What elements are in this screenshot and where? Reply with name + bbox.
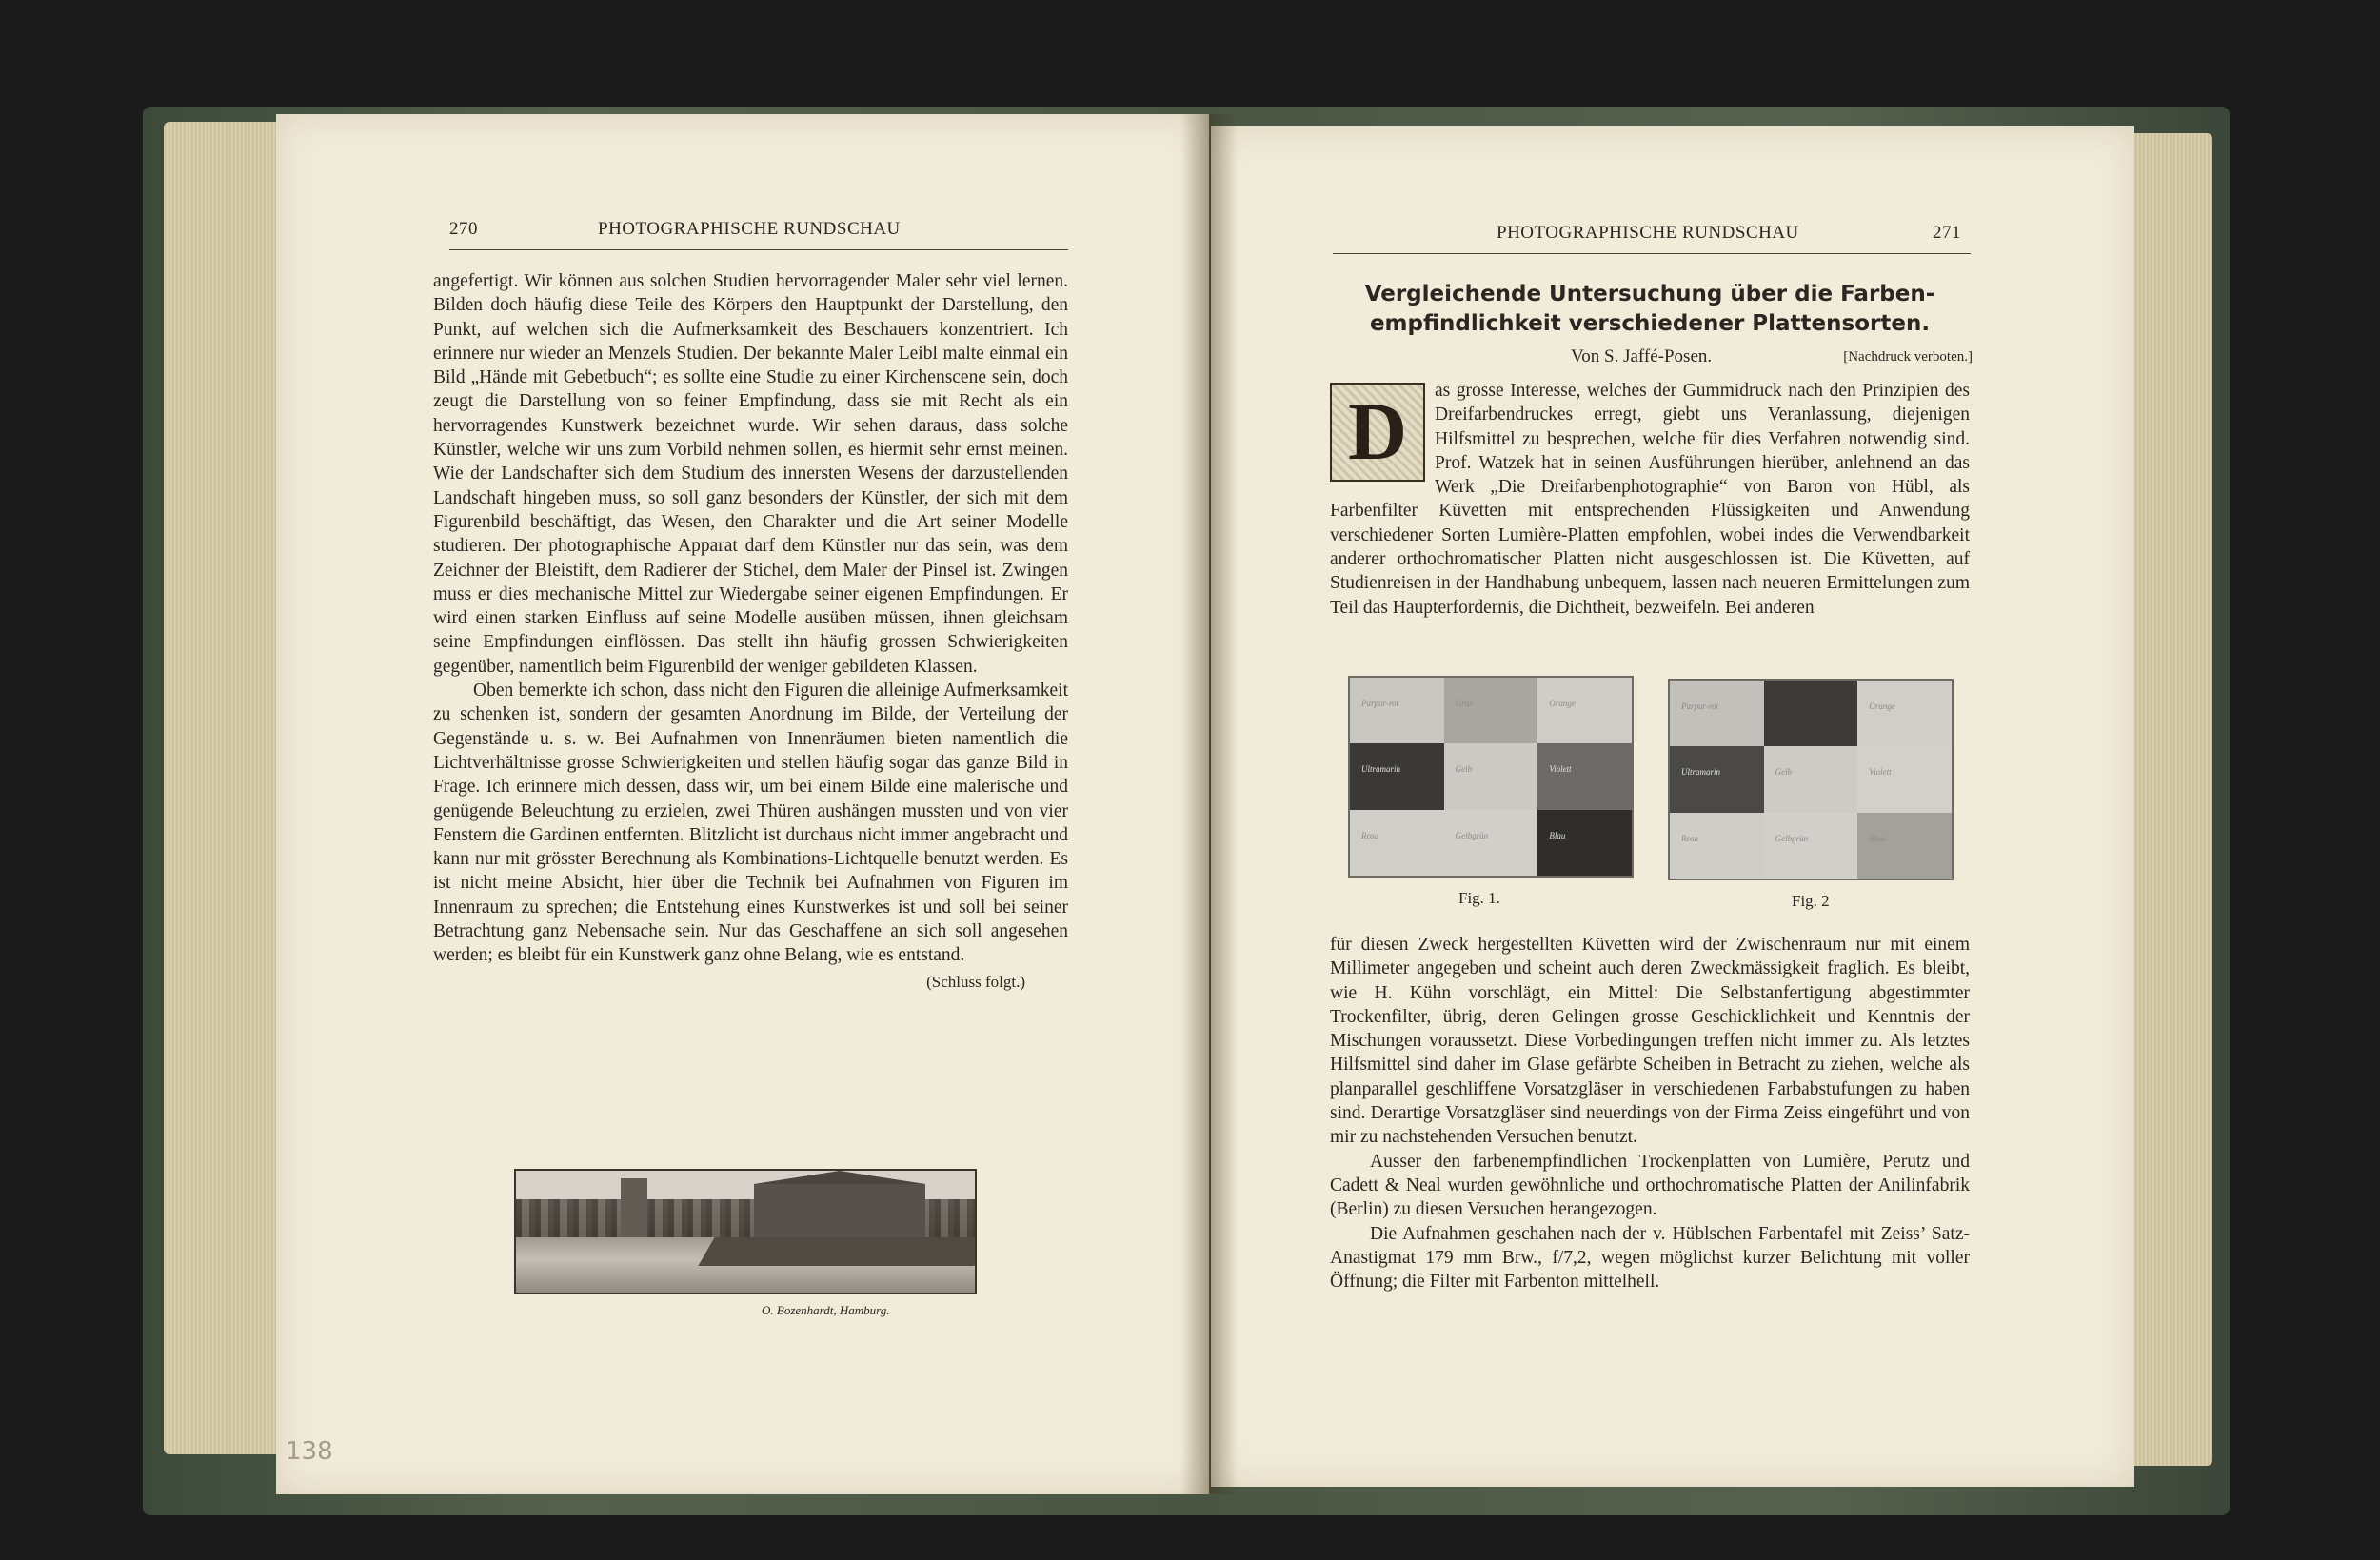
fig1-swatch-3: Orange bbox=[1537, 678, 1632, 743]
photo-riverbank bbox=[698, 1237, 977, 1266]
fig2-swatch-3: Orange bbox=[1857, 681, 1952, 746]
fig1-swatch-8: Gelbgrün bbox=[1444, 810, 1538, 876]
left-running-title: PHOTOGRAPHISCHE RUNDSCHAU bbox=[598, 219, 901, 239]
right-text-column bbox=[1330, 933, 1970, 1293]
photo-tower bbox=[621, 1178, 647, 1237]
fig2-swatch-8: Gelbgrün bbox=[1764, 813, 1858, 879]
pencil-mark: 138 bbox=[286, 1437, 333, 1466]
page-edges-left bbox=[164, 122, 278, 1454]
photo-credit: O. Bozenhardt, Hamburg. bbox=[762, 1303, 890, 1317]
left-paragraph-2: Oben bemerkte ich schon, dass nicht den Figuren die alleinige Aufmerksamkeit zu schenken ist, sondern der gesamten Anordnung im Bilde, der Verteilung der Gegenstände u. s. w. Bei Aufnahmen von Innenräumen bieten namentlich die Lichtverhältnisse grosse Schwierigkeiten und stellen häufig sogar das ganze Bild in Frage. Ich erinnere mich dessen, dass wir, um bei einem Bilde eine malerische und genügende Beleuchtung zu erzielen, zwei Thüren aushängen mussten und von vier Fenstern die Gardinen entfernten. Blitzlicht ist durchaus nicht immer angebracht und kann nur mit grösster Berechnung als Kombinations-Lichtquelle benutzt werden. Es ist nicht meine Absicht, hier über die Technik bei Aufnahmen von Figuren im Innenraum zu sprechen; die Entstehung eines Kunstwerkes ist und soll bei seiner Betrachtung ganz Nebensache sein. Nur das Geschaffene an sich soll angesehen werden; es bleibt für ein Kunstwerk ganz ohne Belang, wie es entstand. bbox=[433, 681, 1068, 966]
figure-2-color-chart bbox=[1668, 679, 1954, 880]
fig1-swatch-5: Gelb bbox=[1444, 743, 1538, 809]
photo-villa bbox=[754, 1184, 925, 1241]
fig1-swatch-2: Grün bbox=[1444, 678, 1538, 743]
fig1-swatch-4: Ultramarin bbox=[1350, 743, 1444, 809]
fig2-swatch-5: Gelb bbox=[1764, 746, 1858, 812]
left-text-column bbox=[433, 269, 1068, 994]
fig1-swatch-6: Violett bbox=[1537, 743, 1632, 809]
rights-note: [Nachdruck verboten.] bbox=[1843, 349, 1973, 365]
right-paragraph-2: Ausser den farbenempfindlichen Trockenplatten von Lumière, Perutz und Cadett & Neal wurden gewöhnliche und orthochromatische Platten der Anilinfabrik (Berlin) zu diesen Versuchen herangezogen. bbox=[1330, 1151, 1970, 1220]
right-running-head bbox=[1333, 223, 1971, 254]
intro-paragraph: as grosse Interesse, welches der Gummidruck nach den Prinzipien des Dreifarbendruckes erregt, giebt uns Veranlassung, diejenigen Hilfsmittel zu besprechen, welche für dies Verfahren notwendig sind. Prof. Watzek hat in seinen Ausführungen hierüber, anlehnend an das Werk „Die Dreifarbenphotographie“ von Baron von Hübl, als Farbenfilter Küvetten mit entsprechenden Flüssigkeiten und Anwendung verschiedener Sorten Lumière-Platten empfohlen, wobei indes die Verwendbarkeit anderer orthochromatischer Platten nicht ausgeschlossen ist. Die Küvetten, auf Studienreisen in der Handhabung unbequem, lassen nach neueren Ermittelungen zum Teil das Haupterfordernis, die Dichtheit, bezweifeln. Bei anderen bbox=[1330, 381, 1970, 618]
article-title-line-1: Vergleichende Untersuchung über die Farben- bbox=[1364, 282, 1935, 306]
left-page-number: 270 bbox=[449, 219, 478, 239]
fig2-swatch-6: Violett bbox=[1857, 746, 1952, 812]
fig1-swatch-7: Rosa bbox=[1350, 810, 1444, 876]
continued-note: (Schluss folgt.) bbox=[926, 972, 1025, 991]
right-page-number: 271 bbox=[1933, 223, 1961, 243]
right-paragraph-1: für diesen Zweck hergestellten Küvetten wird der Zwischenraum nur mit einem Millimeter angegeben und scheint auch deren Zweckmässigkeit fraglich. Es bleibt, wie H. Kühn vorschlägt, ein Mittel: Die Selbstanfertigung abgestimmter Trockenfilter, übrig, deren Gelingen grosse Geschicklichkeit und Kenntnis der Mischungen voraussetzt. Diese Vorbedingungen treffen nicht immer zu. Als letztes Hilfsmittel sind daher im Glase gefärbte Scheiben in Betracht zu ziehen, welche als planparallel geschliffene Vorsatzgläser in verschiedenen Farbabstufungen zu haben sind. Derartige Vorsatzgläser sind neuerdings von der Firma Zeiss eingeführt und von mir zu nachstehenden Versuchen benutzt. bbox=[1330, 935, 1970, 1148]
fig2-swatch-2 bbox=[1764, 681, 1858, 746]
left-running-head bbox=[449, 219, 1068, 250]
landscape-photograph bbox=[514, 1169, 977, 1294]
figure-1-color-chart bbox=[1348, 676, 1634, 878]
fig1-swatch-9: Blau bbox=[1537, 810, 1632, 876]
fig2-swatch-4: Ultramarin bbox=[1670, 746, 1764, 812]
author-name: Von S. Jaffé-Posen. bbox=[1571, 346, 1713, 366]
right-running-title: PHOTOGRAPHISCHE RUNDSCHAU bbox=[1497, 223, 1799, 243]
drop-cap-initial: D bbox=[1330, 383, 1425, 482]
article-title-line-2: empfindlichkeit verschiedener Plattensorten. bbox=[1369, 311, 1931, 336]
left-paragraph-1: angefertigt. Wir können aus solchen Studien hervorragender Maler sehr viel lernen. Bilden doch häufig diese Teile des Körpers den Hauptpunkt der Darstellung, den Punkt, auf welchen sich die Aufmerksamkeit des Beschauers konzentriert. Ich erinnere nur wieder an Menzels Studien. Der bekannte Maler Leibl malte einmal ein Bild „Hände mit Gebetbuch“; es sollte eine Studie zu einer Kirchenscene sein, doch zeugt die Darstellung von so feiner Empfindung, dass sie mit Recht als ein hervorragendes Kunstwerk bezeichnet wurde. Wir sehen daraus, dass solche Künstler, welche wir uns zum Vorbild nehmen sollen, es hiermit sehr ernst meinen. Wie der Landschafter sich dem Studium des innersten Wesens der darzustellenden Landschaft hingeben muss, so soll ganz besonders der Künstler, der sich mit dem Figurenbild beschäftigt, das Wesen, den Charakter und die Art seiner Modelle studieren. Der photographische Apparat darf dem Künstler nur das sein, was dem Zeichner der Bleistift, dem Radierer der Stichel, dem Maler der Pinsel ist. Zwingen muss er dies mechanische Mittel zur Wiedergabe seiner eigenen Empfindungen. Er wird einen starken Einfluss auf seine Modelle ausüben müssen, ihnen gleichsam seine Empfindungen einflössen. Das stellt ihn häufig grossen Schwierigkeiten gegenüber, namentlich beim Figurenbild der weniger gebildeten Klassen. bbox=[433, 271, 1068, 677]
fig2-swatch-7: Rosa bbox=[1670, 813, 1764, 879]
fig1-swatch-1: Purpur-rot bbox=[1350, 678, 1444, 743]
page-edges-right bbox=[2131, 133, 2212, 1466]
figure-2-caption: Fig. 2 bbox=[1792, 892, 1830, 910]
fig2-swatch-1: Purpur-rot bbox=[1670, 681, 1764, 746]
figure-1-caption: Fig. 1. bbox=[1458, 889, 1500, 907]
article-title bbox=[1330, 280, 1970, 339]
right-intro-column bbox=[1330, 379, 1970, 620]
book-gutter bbox=[1180, 114, 1238, 1494]
fig2-swatch-9: Blau bbox=[1857, 813, 1952, 879]
right-paragraph-3: Die Aufnahmen geschahen nach der v. Hüblschen Farbentafel mit Zeiss’ Satz-Anastigmat 179 mm Brw., f/7,2, wegen möglichst kurzer Belichtung mit voller Öffnung; die Filter mit Farbenton mittelhell. bbox=[1330, 1223, 1970, 1293]
